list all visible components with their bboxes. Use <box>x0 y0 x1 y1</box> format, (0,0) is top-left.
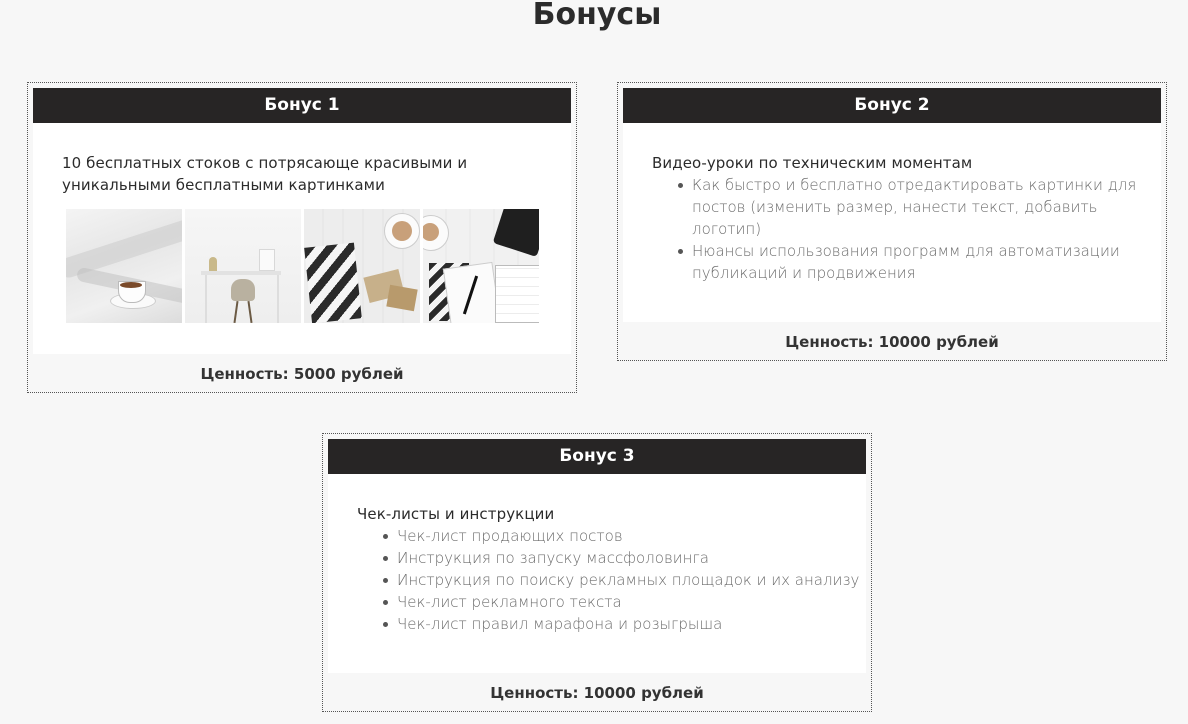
bonus-list <box>357 525 866 635</box>
bonus-card-header: Бонус 2 <box>623 88 1161 123</box>
bonus-value: Ценность: 5000 рублей <box>28 356 576 392</box>
bonus-card-content <box>33 88 571 354</box>
list-item: Чек-лист рекламного текста <box>397 591 866 613</box>
bonus-value: Ценность: 10000 рублей <box>618 324 1166 360</box>
bonus-card-body <box>623 123 1161 284</box>
bonus-card-content <box>623 88 1161 322</box>
bonus-card-3 <box>322 433 872 712</box>
desk-notebook-pen-photo <box>423 209 539 323</box>
striped-notebook-coffee-photo <box>304 209 420 323</box>
list-item: Инструкция по запуску массфоловинга <box>397 547 866 569</box>
bonus-list <box>652 174 1161 284</box>
bonus-card-header: Бонус 3 <box>328 439 866 474</box>
white-desk-chair-photo <box>185 209 301 323</box>
bonus-value: Ценность: 10000 рублей <box>323 675 871 711</box>
bonus-card-header: Бонус 1 <box>33 88 571 123</box>
page-title: Бонусы <box>532 0 662 32</box>
bonus-card-2 <box>617 82 1167 361</box>
bonus-card-content <box>328 439 866 673</box>
bonus-heading: Чек-листы и инструкции <box>357 505 555 523</box>
bedding-coffee-photo <box>66 209 182 323</box>
photo-strip <box>66 209 540 323</box>
bonus-heading: Видео-уроки по техническим моментам <box>652 154 973 172</box>
list-item: Чек-лист продающих постов <box>397 525 866 547</box>
list-item: Как быстро и бесплатно отредактировать картинки для постов (изменить размер, нанести текст, добавить логотип) <box>692 174 1161 240</box>
list-item: Инструкция по поиску рекламных площадок и их анализу <box>397 569 866 591</box>
bonus-heading: 10 бесплатных стоков с потрясающе красивыми и уникальными бесплатными картинками <box>62 154 468 194</box>
list-item: Чек-лист правил марафона и розыгрыша <box>397 613 866 635</box>
list-item: Нюансы использования программ для автоматизации публикаций и продвижения <box>692 240 1161 284</box>
bonus-card-1 <box>27 82 577 393</box>
bonus-card-body <box>328 474 866 635</box>
